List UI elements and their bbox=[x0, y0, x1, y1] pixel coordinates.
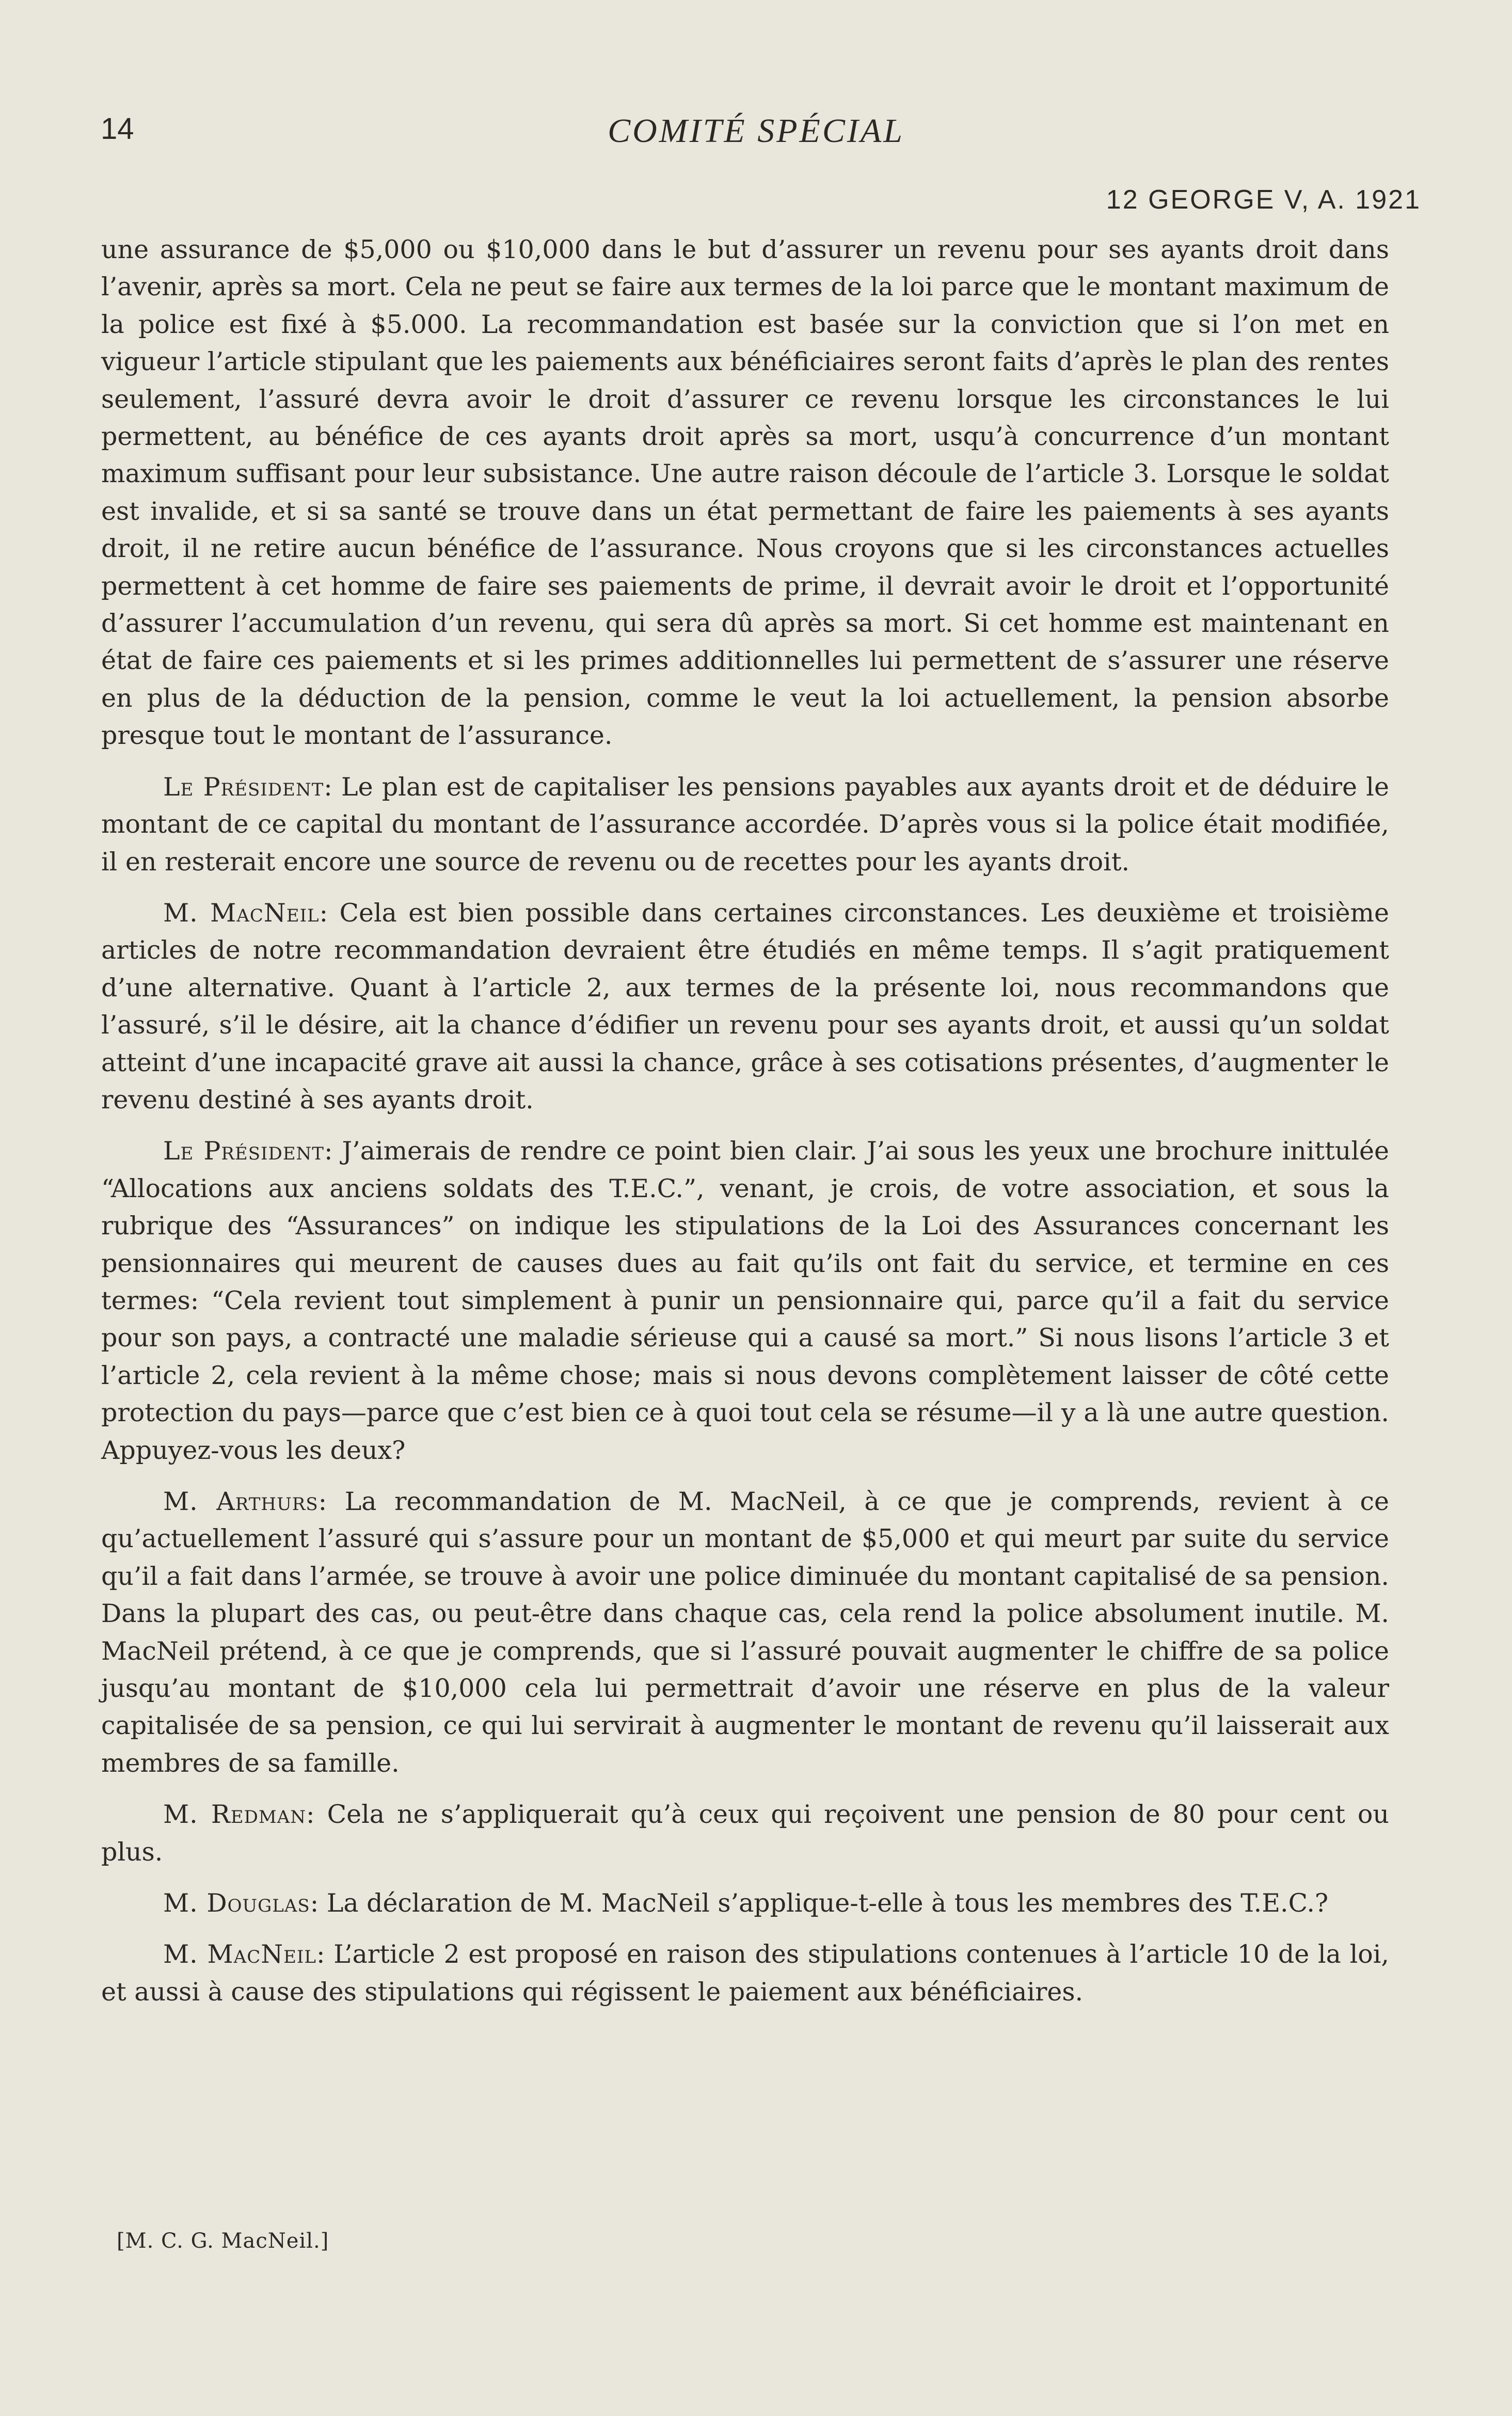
page-number: 14 bbox=[101, 112, 134, 146]
paragraph: Le Président: J’aimerais de rendre ce point bien clair. J’ai sous les yeux une brochure inittulée “Allocations aux anciens soldats des T.E.C.”, venant, je crois, de votre association, et sous la rubrique des “Assurances” on indique les stipulations de la Loi des Assurances concernant les pensionnaires qui meurent de causes dues au fait qu’ils ont fait du service, et termine en ces termes: “Cela revient tout simplement à punir un pensionnaire qui, parce qu’il a fait du service pour son pays, a contracté une maladie sérieuse qui a causé sa mort.” Si nous lisons l’article 3 et l’article 2, cela revient à la même chose; mais si nous devons complètement laisser de côté cette protection du pays—parce que c’est bien ce à quoi tout cela se résume—il y a là une autre question. Appuyez-vous les deux? bbox=[101, 1136, 1389, 1465]
speaker-name: M. Redman bbox=[163, 1800, 306, 1830]
body-text bbox=[101, 231, 1389, 2011]
speaker-name: Le Président bbox=[163, 772, 324, 802]
paragraph-text: une assurance de $5,000 ou $10,000 dans le but d’assurer un revenu pour ses ayants droit dans l’avenir, après sa mort. Cela ne peut se faire aux termes de la loi parce que le montant maximum de la police est fixé à $5.000. La recommandation est basée sur la conviction que si l’on met en vigueur l’article stipulant que les paiements aux bénéficiaires seront faits d’après le plan des rentes seulement, l’assuré devra avoir le droit d’assurer ce revenu lorsque les circonstances le lui permettent, au bénéfice de ces ayants droit après sa mort, usqu’à concurrence d’un montant maximum suffisant pour leur subsistance. Une autre raison découle de l’article 3. Lorsque le soldat est invalide, et si sa santé se trouve dans un état permettant de faire les paiements à ses ayants droit, il ne retire aucun bénéfice de l’assurance. Nous croyons que si les circonstances actuelles permettent à cet homme de faire ses paiements de prime, il devrait avoir le droit et l’opportunité d’assurer l’accumulation d’un revenu, qui sera dû après sa mort. Si cet homme est maintenant en état de faire ces paiements et si les primes additionnelles lui permettent de s’assurer une réserve en plus de la déduction de la pension, comme le veut la loi actuellement, la pension absorbe presque tout le montant de l’assurance. bbox=[101, 235, 1389, 751]
footnote: [M. C. G. MacNeil.] bbox=[117, 2229, 329, 2253]
speaker-name: Le Président bbox=[163, 1136, 324, 1166]
paragraph-text: Cela ne s’appliquerait qu’à ceux qui reçoivent une pension de 80 pour cent ou plus. bbox=[101, 1800, 1389, 1867]
paragraph-text: La déclaration de M. MacNeil s’applique-t-elle à tous les membres des T.E.C.? bbox=[326, 1888, 1329, 1918]
session-header: 12 GEORGE V, A. 1921 bbox=[1106, 185, 1421, 215]
paragraph: M. Redman: Cela ne s’appliquerait qu’à ceux qui reçoivent une pension de 80 pour cent ou plus. bbox=[101, 1800, 1389, 1867]
speaker-name: M. Arthurs bbox=[163, 1487, 319, 1516]
speaker-name: M. MacNeil bbox=[163, 1940, 316, 1969]
paragraph: Le Président: Le plan est de capitaliser les pensions payables aux ayants droit et de déduire le montant de ce capital du montant de l’assurance accordée. D’après vous si la police était modifiée, il en resterait encore une source de revenu ou de recettes pour les ayants droit. bbox=[101, 772, 1389, 877]
paragraph: M. Douglas: La déclaration de M. MacNeil s’applique-t-elle à tous les membres des T.E.C.? bbox=[163, 1888, 1329, 1918]
paragraph: M. MacNeil: L’article 2 est proposé en raison des stipulations contenues à l’article 10 de la loi, et aussi à cause des stipulations qui régissent le paiement aux bénéficiaires. bbox=[101, 1940, 1389, 2007]
paragraph: M. Arthurs: La recommandation de M. MacNeil, à ce que je comprends, revient à ce qu’actuellement l’assuré qui s’assure pour un montant de $5,000 et qui meurt par suite du service qu’il a fait dans l’armée, se trouve à avoir une police diminuée du montant capitalisé de sa pension. Dans la plupart des cas, ou peut-être dans chaque cas, cela rend la police absolument inutile. M. MacNeil prétend, à ce que je comprends, que si l’assuré pouvait augmenter le chiffre de sa police jusqu’au montant de $10,000 cela lui permettrait d’avoir une réserve en plus de la valeur capitalisée de sa pension, ce qui lui servirait à augmenter le montant de revenu qu’il laisserait aux membres de sa famille. bbox=[101, 1487, 1389, 1778]
paragraph-text: Le plan est de capitaliser les pensions payables aux ayants droit et de déduire le montant de ce capital du montant de l’assurance accordée. D’après vous si la police était modifiée, il en resterait encore une source de revenu ou de recettes pour les ayants droit. bbox=[101, 772, 1389, 877]
running-title: COMITÉ SPÉCIAL bbox=[608, 112, 904, 150]
paragraph-text: La recommandation de M. MacNeil, à ce que je comprends, revient à ce qu’actuellement l’assuré qui s’assure pour un montant de $5,000 et qui meurt par suite du service qu’il a fait dans l’armée, se trouve à avoir une police diminuée du montant capitalisé de sa pension. Dans la plupart des cas, ou peut-être dans chaque cas, cela rend la police absolument inutile. M. MacNeil prétend, à ce que je comprends, que si l’assuré pouvait augmenter le chiffre de sa police jusqu’au montant de $10,000 cela lui permettrait d’avoir une réserve en plus de la valeur capitalisée de sa pension, ce qui lui servirait à augmenter le montant de revenu qu’il laisserait aux membres de sa famille. bbox=[101, 1487, 1389, 1778]
paragraph-text: Cela est bien possible dans certaines circonstances. Les deuxième et troisième articles de notre recommandation devraient être étudiés en même temps. Il s’agit pratiquement d’une alternative. Quant à l’article 2, aux termes de la présente loi, nous recommandons que l’assuré, s’il le désire, ait la chance d’édifier un revenu pour ses ayants droit, et aussi qu’un soldat atteint d’une incapacité grave ait aussi la chance, grâce à ses cotisations présentes, d’augmenter le revenu destiné à ses ayants droit. bbox=[101, 898, 1389, 1115]
paragraph-text: L’article 2 est proposé en raison des stipulations contenues à l’article 10 de la loi, et aussi à cause des stipulations qui régissent le paiement aux bénéficiaires. bbox=[101, 1940, 1389, 2007]
speaker-name: M. Douglas bbox=[163, 1888, 310, 1918]
paragraph-text: J’aimerais de rendre ce point bien clair. J’ai sous les yeux une brochure inittulée “Allocations aux anciens soldats des T.E.C.”, venant, je crois, de votre association, et sous la rubrique des “Assurances” on indique les stipulations de la Loi des Assurances concernant les pensionnaires qui meurent de causes dues au fait qu’ils ont fait du service, et termine en ces termes: “Cela revient tout simplement à punir un pensionnaire qui, parce qu’il a fait du service pour son pays, a contracté une maladie sérieuse qui a causé sa mort.” Si nous lisons l’article 3 et l’article 2, cela revient à la même chose; mais si nous devons complètement laisser de côté cette protection du pays—parce que c’est bien ce à quoi tout cela se résume—il y a là une autre question. Appuyez-vous les deux? bbox=[101, 1136, 1389, 1465]
paragraph: M. MacNeil: Cela est bien possible dans certaines circonstances. Les deuxième et troisième articles de notre recommandation devraient être étudiés en même temps. Il s’agit pratiquement d’une alternative. Quant à l’article 2, aux termes de la présente loi, nous recommandons que l’assuré, s’il le désire, ait la chance d’édifier un revenu pour ses ayants droit, et aussi qu’un soldat atteint d’une incapacité grave ait aussi la chance, grâce à ses cotisations présentes, d’augmenter le revenu destiné à ses ayants droit. bbox=[101, 898, 1389, 1115]
paragraph bbox=[101, 231, 1389, 755]
speaker-name: M. MacNeil bbox=[163, 898, 320, 928]
